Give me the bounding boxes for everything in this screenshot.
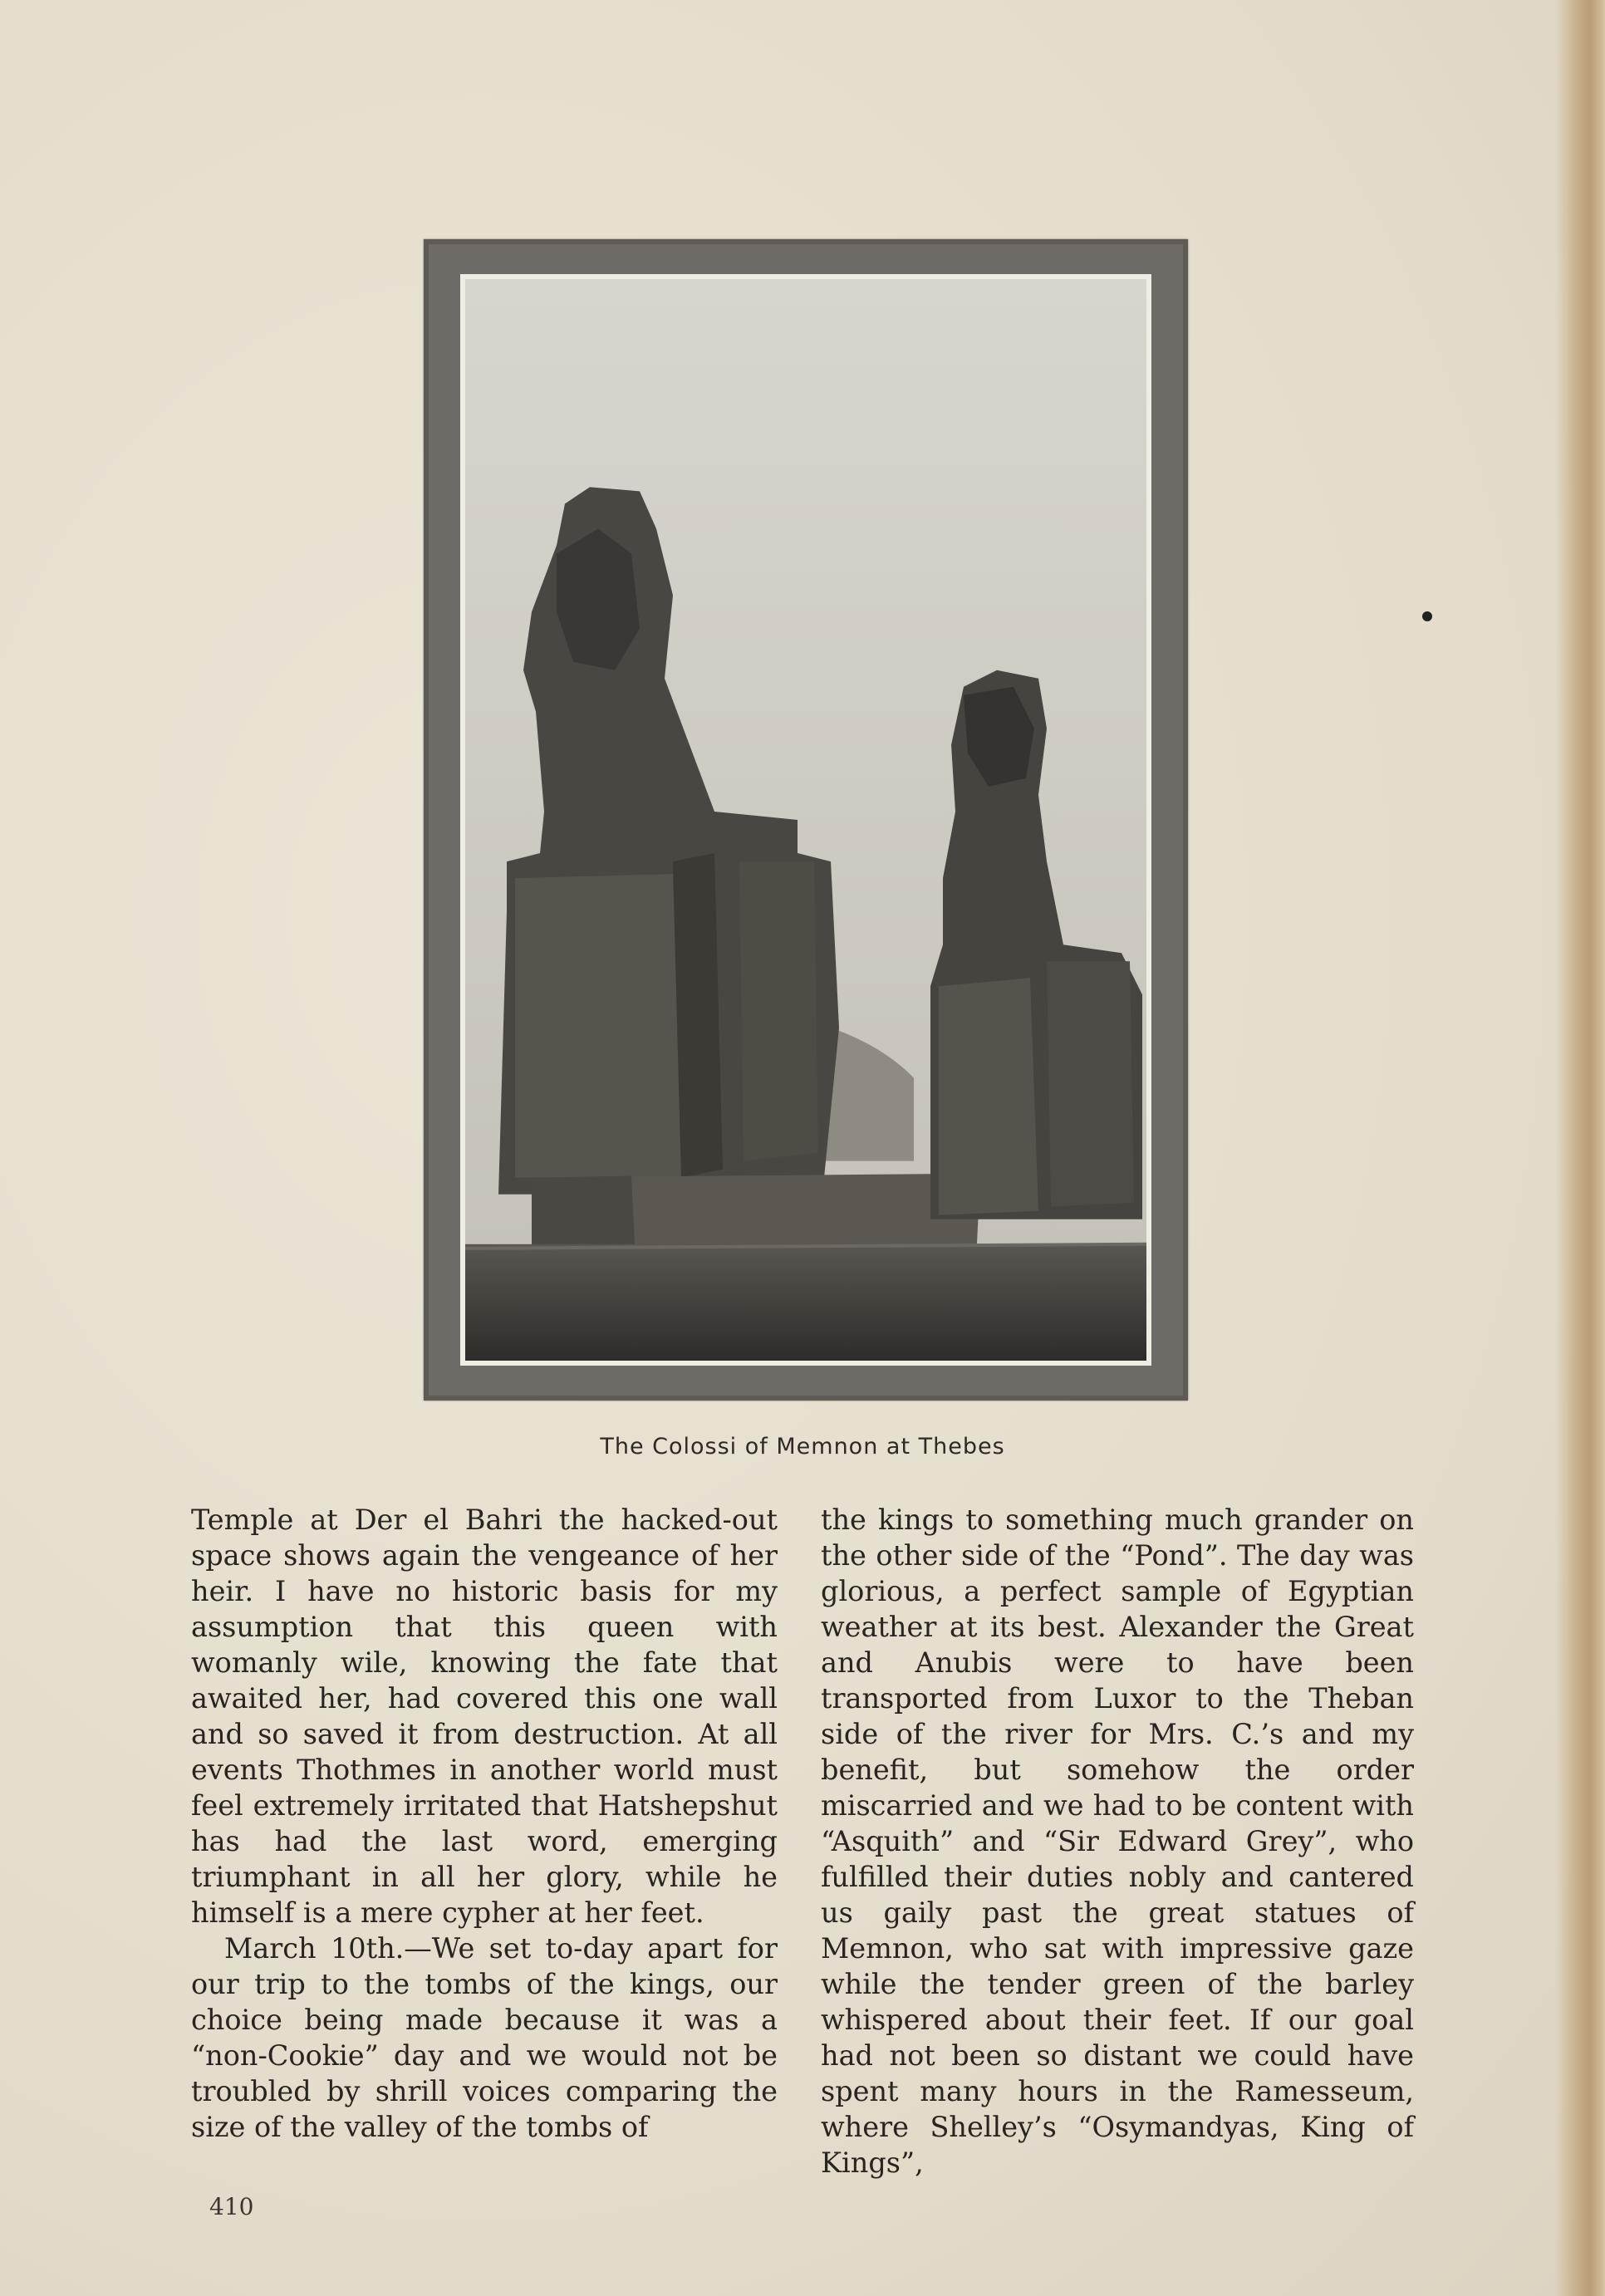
left-column	[191, 1502, 778, 2145]
right-column	[821, 1502, 1414, 2181]
book-spine-shadow	[1555, 0, 1605, 2296]
left-paragraph-1: Temple at Der el Bahri the hacked-out space shows again the vengeance of her heir. I have no historic basis for my assumption that this queen with womanly wile, knowing the fate that awaited her, had covered this one wall and so saved it from destruction. At all events Thothmes in another world must feel extremely irritated that Hatshepshut has had the last word, emerging triumphant in all her glory, while he himself is a mere cypher at her feet.	[191, 1504, 778, 1929]
colossi-illustration	[465, 279, 1146, 1361]
figure-caption: The Colossi of Memnon at Thebes	[600, 1434, 1005, 1460]
page-number: 410	[209, 2193, 254, 2220]
right-paragraph-1: the kings to something much grander on the other side of the “Pond”. The day was glorious, a perfect sample of Egyptian weather at its best. Alexander the Great and Anubis were to have been transported from Luxor to the Theban side of the river for Mrs. C.’s and my benefit, but somehow the order miscarried and we had to be content with “Asquith” and “Sir Edward Grey”, who fulfilled their duties nobly and cantered us gaily past the great statues of Memnon, who sat with impressive gaze while the tender green of the barley whispered about their feet. If our goal had not been so distant we could have spent many hours in the Ramesseum, where Shelley’s “Osymandyas, King of Kings”,	[821, 1504, 1414, 2179]
photo-mat	[460, 274, 1151, 1366]
colossi-photograph	[465, 279, 1146, 1361]
left-paragraph-2: March 10th.—We set to-day apart for our trip to the tombs of the kings, our choice being made because it was a “non-Cookie” day and we would not be troubled by shrill voices comparing the size of the valley of the tombs of	[191, 1932, 778, 2143]
ink-speck	[1422, 611, 1432, 621]
photo-plate	[424, 239, 1188, 1401]
